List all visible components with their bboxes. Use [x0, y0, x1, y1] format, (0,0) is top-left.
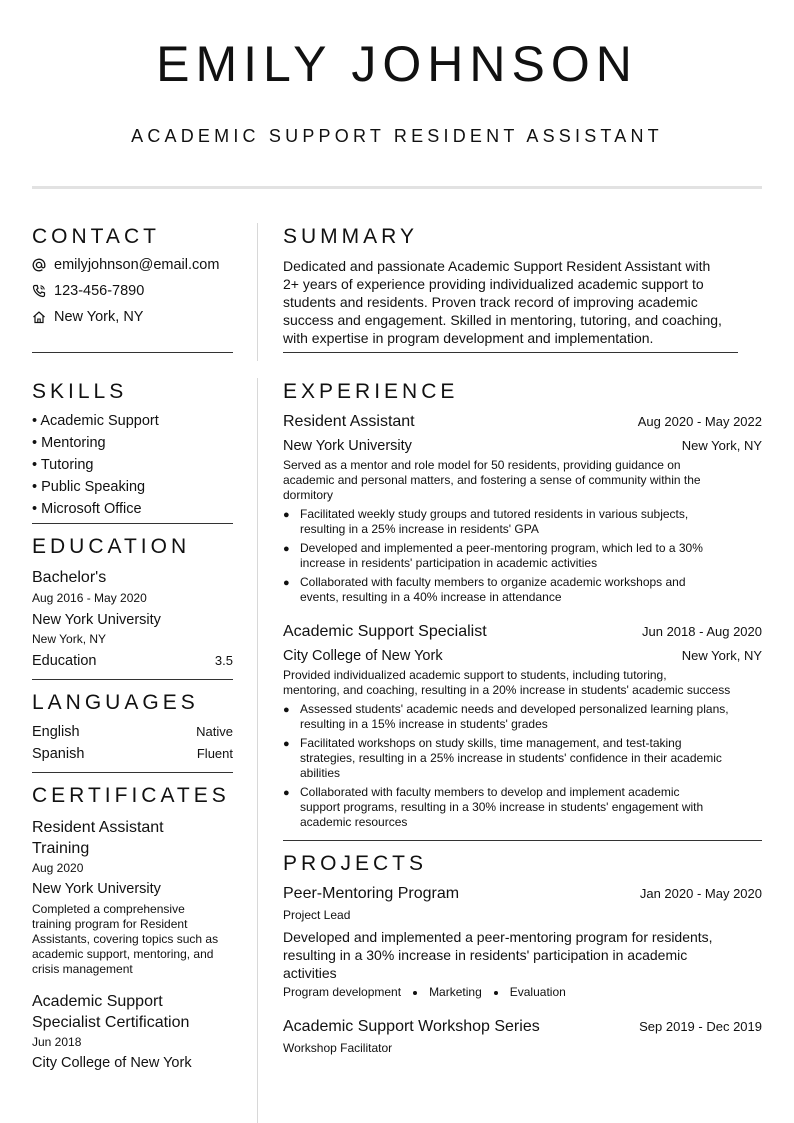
header-divider [32, 186, 762, 189]
certificate-issuer: New York University [32, 881, 161, 897]
contact-location-text: New York, NY [54, 309, 144, 325]
job-dates: Aug 2020 - May 2022 [637, 414, 762, 429]
contact-phone[interactable] [32, 282, 144, 300]
contact-divider [32, 352, 233, 353]
job-header [283, 622, 762, 642]
skill-item: • Academic Support [32, 413, 159, 429]
certificate-description: Completed a comprehensive training program for Resident Assistants, covering topics such as academic support, mentoring, and crisis management [32, 902, 219, 976]
education-divider [32, 679, 233, 680]
certificates-heading: CERTIFICATES [32, 784, 230, 807]
job-title: ACADEMIC SUPPORT RESIDENT ASSISTANT [131, 126, 663, 146]
skills-divider [32, 523, 233, 524]
job-bullet: ● Facilitated weekly study groups and tutored residents in various subjects, resulting in a 25% increase in residents' GPA [283, 507, 689, 536]
contact-heading: CONTACT [32, 225, 160, 248]
job-company: New York University [283, 438, 412, 454]
job-bullet: ● Collaborated with faculty members to organize academic workshops and events, resulting in a 40% increase in attendance [283, 575, 686, 604]
project-name: Academic Support Workshop Series [283, 1018, 540, 1035]
project-tag: Evaluation [509, 985, 566, 999]
language-level: Native [196, 724, 233, 739]
contact-email-text: emilyjohnson@email.com [54, 257, 220, 273]
skill-item: • Public Speaking [32, 479, 146, 495]
certificate-date: Aug 2020 [32, 861, 84, 875]
languages-divider [32, 772, 233, 773]
skill-item: • Mentoring [32, 435, 106, 451]
project-header [283, 884, 762, 904]
project-header [283, 1017, 762, 1037]
project-dates: Jan 2020 - May 2020 [639, 886, 762, 901]
skill-item: • Tutoring [32, 457, 94, 473]
job-bullet: ● Collaborated with faculty members to develop and implement academic support programs, resulting in a 30% increase in students' engagement with academic resources [283, 785, 704, 829]
project-dates: Sep 2019 - Dec 2019 [639, 1019, 762, 1034]
job-bullet: ● Developed and implemented a peer-mentoring program, which led to a 30% increase in residents' participation in academic activities [283, 541, 703, 570]
job-header [283, 412, 762, 432]
job-location: New York, NY [681, 648, 762, 663]
education-field-row [32, 652, 233, 670]
language-level: Fluent [196, 746, 233, 761]
phone-icon [32, 284, 54, 298]
column-divider [257, 378, 258, 1123]
language-item [32, 745, 233, 763]
skill-item: • Microsoft Office [32, 501, 142, 517]
project-tags [283, 985, 566, 1000]
job-description: Provided individualized academic support to students, including tutoring, mentoring, and coaching, resulting in a 20% increase in students' academic success [283, 668, 731, 697]
certificate-issuer: City College of New York [32, 1055, 192, 1071]
job-bullet: ● Assessed students' academic needs and developed personalized learning plans, resulting in a 15% increase in students' grades [283, 702, 729, 731]
certificate-title: Academic Support Specialist Certification [32, 993, 190, 1031]
job-bullet: ● Facilitated workshops on study skills, time management, and test-taking strategies, resulting in a 25% increase in students' confidence in their academic abilities [283, 736, 722, 780]
tag-separator [494, 991, 498, 995]
project-role: Workshop Facilitator [283, 1041, 393, 1055]
certificate-title: Resident Assistant Training [32, 819, 164, 857]
education-heading: EDUCATION [32, 535, 191, 558]
summary-divider [283, 352, 738, 353]
tag-separator [413, 991, 417, 995]
job-dates: Jun 2018 - Aug 2020 [642, 624, 762, 639]
job-bullets [283, 507, 763, 605]
skills-heading: SKILLS [32, 380, 128, 403]
certificate-date: Jun 2018 [32, 1035, 82, 1049]
project-name: Peer-Mentoring Program [283, 885, 460, 902]
column-divider-top [257, 223, 258, 361]
project-tag: Program development [283, 985, 402, 999]
skills-list [32, 412, 252, 522]
contact-email[interactable] [32, 256, 219, 274]
project-role: Project Lead [283, 908, 351, 922]
languages-heading: LANGUAGES [32, 691, 199, 714]
education-degree: Bachelor's [32, 569, 107, 586]
contact-location [32, 308, 143, 326]
job-role: Academic Support Specialist [283, 623, 487, 640]
projects-heading: PROJECTS [283, 852, 428, 875]
summary-text: Dedicated and passionate Academic Support Resident Assistant with 2+ years of experience providing individualized academic support to students and residents. Proven track record of improving academic success and engagement. Skilled in mentoring, tutoring, and coaching, with expertise in program development and implementation. [283, 258, 722, 346]
education-location: New York, NY [32, 632, 107, 646]
summary-heading: SUMMARY [283, 225, 418, 248]
job-location: New York, NY [681, 438, 762, 453]
home-icon [32, 310, 54, 324]
experience-heading: EXPERIENCE [283, 380, 459, 403]
language-item [32, 723, 233, 741]
candidate-name: EMILY JOHNSON [156, 36, 638, 92]
education-dates: Aug 2016 - May 2020 [32, 591, 147, 605]
job-company-row [283, 647, 762, 665]
education-gpa: 3.5 [214, 653, 233, 668]
education-school: New York University [32, 612, 161, 628]
contact-phone-text: 123-456-7890 [54, 283, 145, 299]
job-company-row [283, 437, 762, 455]
experience-divider [283, 840, 762, 841]
job-bullets [283, 702, 763, 830]
project-description: Developed and implemented a peer-mentoring program for residents, resulting in a 30% increase in residents' participation in academic activities [283, 929, 713, 981]
project-tag: Marketing [429, 985, 482, 999]
job-description: Served as a mentor and role model for 50 residents, providing guidance on academic and personal matters, and fostering a sense of community within the dormitory [283, 458, 701, 502]
language-name: English [32, 724, 80, 740]
job-company: City College of New York [283, 648, 443, 664]
education-field: Education [32, 653, 97, 669]
language-name: Spanish [32, 746, 85, 762]
job-role: Resident Assistant [283, 413, 415, 430]
at-sign-icon [32, 258, 54, 272]
